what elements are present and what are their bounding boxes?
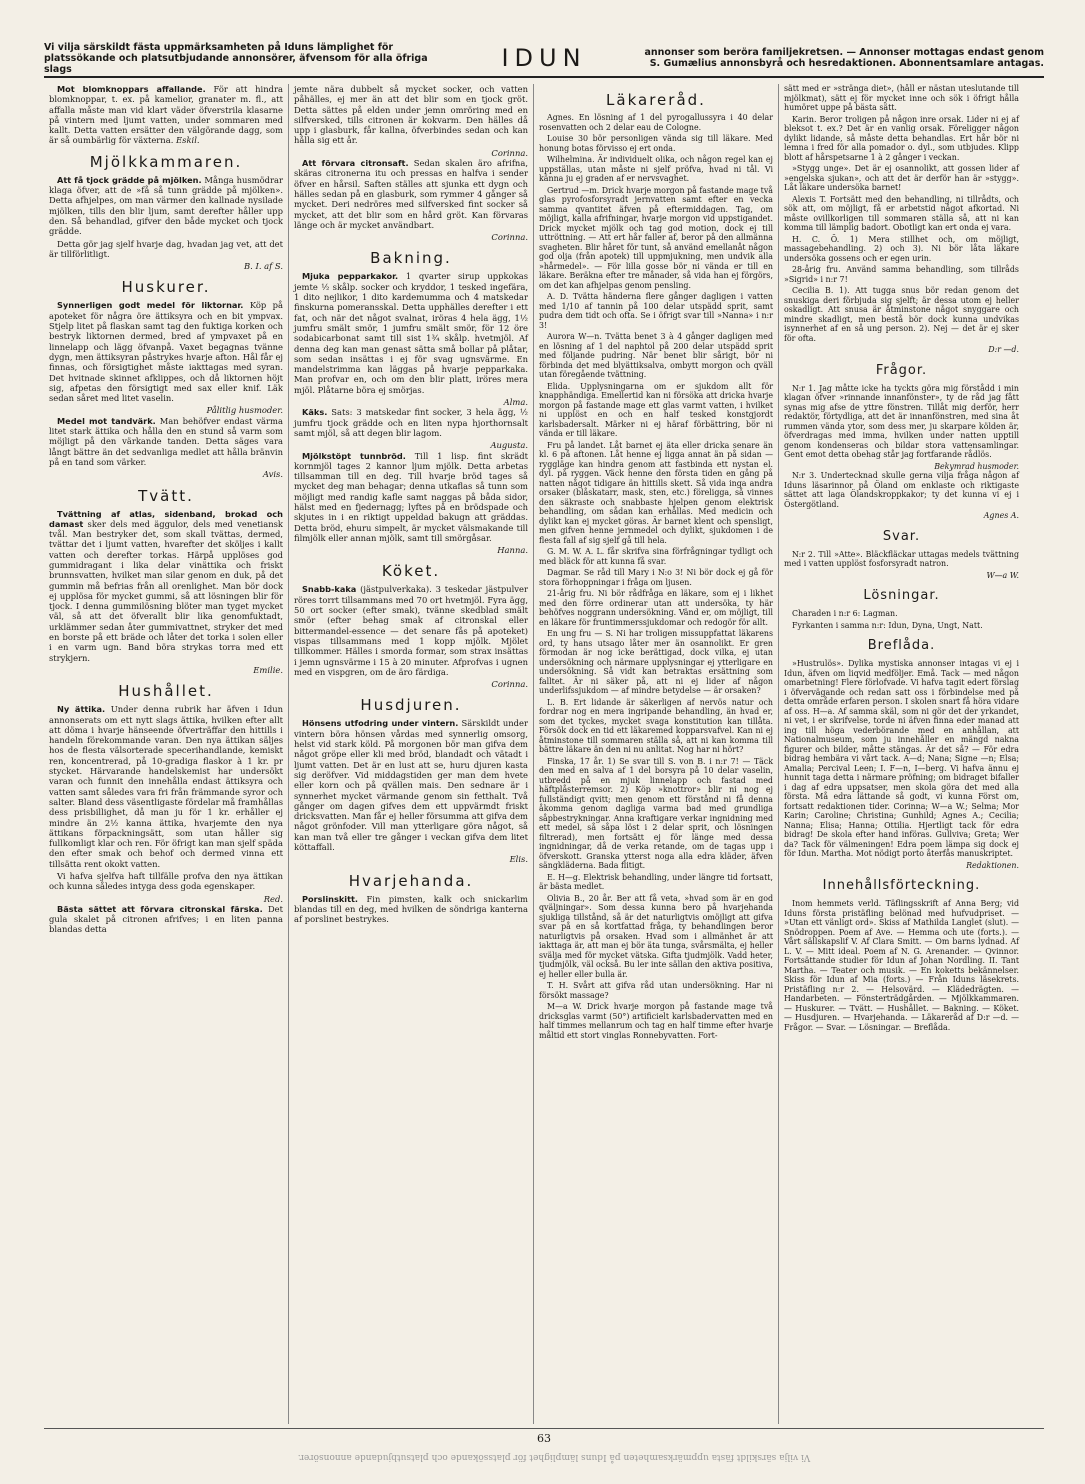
section-title-mjolkkammaren: Mjölkkammaren.	[89, 152, 243, 171]
article-text: Sats: 3 matskedar fint socker, 3 hela ägg, ½ jumfru tjock grädde och en liten nypa hjorthornsalt samt mjöl, så att degen blir lagom.	[294, 407, 528, 438]
signature: Corinna.	[491, 147, 528, 158]
answer-text: Gertrud —m. Drick hvarje morgon på fastande mage två glas pyrofosforsyradt jernvatten samt efter en vecka samma qvantitet äfven på eftermiddagen. Tag, om möjligt, kalla afrifningar, hvarje morgon vid uppstigandet. Drick mycket mjölk och tag god motion, dock ej till uttröttning. — Att ert hår faller af, beror på den allmänna svagheten. Blir håret för tunt, så använd emellanåt någon god olja (från apotek) till uppmjukning, men undvik alla »hårmedel». — För lilla gosse bör ni vända er till en läkare. Beräkna efter tre månader, så vida han ej förgörs, om det kan afhjelpas genom pensling.	[539, 185, 773, 290]
answer-text: Alexis T. Fortsätt med den behandling, ni tillrådts, och sök att, om möjligt, få er arbetstid något afkortad. Ni måste ovillkorligen till sommaren ställa så, att ni kan komma till lämplig badort. Obotligt kan ert onda ej vara.	[784, 194, 1019, 232]
page-number: 63	[537, 1432, 551, 1445]
signature: Agnes A.	[983, 511, 1019, 520]
signature: Pålitlig husmoder.	[206, 405, 283, 416]
article-text: Många husmödrar klaga öfver, att de »få så tunn grädde på mjölken». Detta afhjelpes, om man värmer den kallnade nysilade mjölken, tills den blir ljum, samt derefter håller upp den. Så behandlad, gifver den både mycket och tjock grädde.	[49, 174, 284, 237]
answer-text: E. H—g. Elektrisk behandling, under längre tid fortsatt, är bästa medlet.	[539, 872, 773, 891]
column-1	[44, 84, 289, 1424]
section-title-fragor: Frågor.	[875, 362, 928, 378]
article-text: För att hindra blomknoppar, t. ex. på kamelior, granater m. fl., att affalla måste man vid klart väder öfverstrila klasarne på vintern med ljumt vatten, under sommaren med kallt. Detta vatten ersätter den välgörande dagg, som är så oumbärlig för växterna.	[49, 84, 283, 146]
solution-text: Charaden i n:r 6: Lagman.	[792, 609, 898, 618]
table-of-contents-text: Inom hemmets verld. Täflingsskrift af Anna Berg; vid Iduns första pristäfling belönad med hufvudpriset. — »Utan ett vänligt ord». Skiss af Mathilda Langlet (slut). — Snödroppen. Poem af Ave. — Hemma och ute (forts.). — Vårt sällskapslif V. Af Clara Smitt. — Om barns lydnad. Af L. V. — Mitt ideal. Poem af N. G. Arenander. — Qvinnor. Fortsättande studier för Idun af Johan Nordling. II. Tant Martha. — Teater och musik. — En koketts bekännelser. Skiss för Idun af Mia (forts.) — Från Iduns läsekrets. Pristäfling n:r 2. — Helsovärd. — Klädedrägten. — Handarbeten. — Fönsterträdgården. — Mjölkkammaren. — Huskurer. — Tvätt. — Hushållet. — Bakning. — Köket. — Husdjuren. — Hvarjehanda. — Läkareråd af D:r —d. — Frågor. — Svar. — Lösningar. — Breflåda.	[784, 899, 1019, 1032]
masthead-title: IDUN	[501, 44, 587, 72]
article-text: Man behöfver endast värma litet stark ättika och hålla den en stund så varm som möjligt på den värkande tanden. Detta säges vara långt bättre än det sedvanliga medlet att hålla bränvin på en tand som värker.	[49, 415, 283, 467]
section-title-innehallsforteckning: Innehållsförteckning.	[822, 878, 981, 893]
answer-text: Dagmar. Se råd till Mary i N:o 3! Ni bör dock ej gå för stora förhoppningar i fråga om ljusen.	[539, 568, 773, 587]
columns	[44, 84, 1044, 1424]
column-4	[779, 84, 1024, 1424]
article-text: (jästpulverkaka). 3 teskedar jästpulver röres torrt tillsammans med 70 ort hvetmjöl. Fyra ägg, 50 ort socker (efter smak), tvänne skedblad smält smör (efter behag smak af citronskal eller bittermandel-essence — det senare fås på apoteket) vispas tillsammans med 1 kopp mjölk. Mjölet tillkommer. Hälles i smorda formar, som strax insättas i jemn ugnsvärme i 15 à 20 minuter. Afprofvas i ugnen med en vispgren, om de äro färdiga.	[294, 584, 528, 677]
article-text: jemte nära dubbelt så mycket socker, och vatten påhälles, ej mer än att det blir som en tjock gröt. Detta sättes på elden under jemn omröring med en silfversked, tills citronen är kokvarm. Den hälles då upp i glasburk, får kallna, öfverbindes sedan och kan hålla sig ett år.	[294, 84, 528, 146]
column-3	[534, 84, 779, 1424]
answer-text: sätt med er »stränga diet», (håll er nästan uteslutande till mjölkmat), sätt ej för mycket inne och sök i öfrigt hålla humöret uppe på bästa sätt.	[784, 84, 1019, 112]
masthead-left-notice: Vi vilja särskildt fästa uppmärksamheten på Iduns lämplighet för platssökande och platsutbjudande annonsörer, äfvensom för alla öfriga slags	[44, 41, 428, 75]
article-heading: Hönsens utfodring under vintern.	[302, 718, 459, 729]
article-heading: Snabb-kaka	[302, 584, 357, 595]
article-text: Särskildt under vintern böra hönsen vårdas med synnerlig omsorg, helst vid stark köld. På morgonen bör man gifva dem något gröpe eller kli med bröd, blandadt och vätadt i ljumt vatten. Det är en lust att se, huru djuren kasta sig deröfver. Vid middagstiden ger man dem hvete eller korn och på qvällen mais. Den sednare är i synnerhet mycket värmande genom sin fetthalt. Två gånger om dagen gifves dem ett uppvärmdt friskt dricksvatten. Man får ej heller försumma att gifva dem något grönfoder. Vill man ytterligare göra något, så kan man två eller tre gånger i veckan gifva dem litet köttaffall.	[294, 718, 528, 852]
signature: Redaktionen.	[966, 860, 1019, 870]
article-heading: Mjölkstöpt tunnbröd.	[302, 450, 406, 461]
section-title-breflada: Breflåda.	[867, 638, 936, 653]
article-text: Detta gör jag sjelf hvarje dag, hvadan jag vet, att det är tillförlitligt.	[49, 238, 283, 259]
article-text: Sedan skalen äro afrifna, skäras citronerna itu och pressas en halfva i sender öfver en hårsil. Saften ställes att sjunka ett dygn och hälles sedan på en glasburk, som rymmer 4 gånger så mycket. Deri nedröres med silfversked fint socker så mycket, att det blir som en hård gröt. Kan förvaras länge och är mycket användbart.	[294, 158, 528, 230]
article-heading: Ny ättika.	[57, 704, 106, 715]
signature: B. I. af S.	[244, 261, 283, 272]
answer-text: A. D. Tvätta händerna flere gånger dagligen i vatten med 1/10 af tannin på 100 delar utspädd sprit, samt pudra dem tidt och ofta. Se i öfrigt svar till »Nanna» i n:r 3!	[539, 292, 773, 330]
answer-text: Wilhelmina. Är individuelt olika, och någon regel kan ej uppställas, utan måste ni sjelf pröfva, hvad ni tål. Vi känna ju ej graden af er nervsvaghet.	[539, 155, 773, 183]
article-text: Vi hafva sjelfva haft tillfälle profva den nya ättikan och kunna således intyga dess goda egenskaper.	[49, 871, 283, 892]
letterbox-text: »Hustrulös». Dylika mystiska annonser intagas vi ej i Idun, äfven om liqvid medföljer. Emå. Tack — med någon omarbetning! Flere förlofvade. Vi hafva tagit edert förslag i öfvervägande och redan satt oss i förbindelse med på detta område erfaren person. I skolen snart få höra vidare af oss. H—a. Af samma skäl, som ni gör det der yrkandet, ni vet, i er skrifvelse, torde ni äfven finna eder manad att ing till höga vederbörande med en anhållan, att Nationalmuseum, som ju innehåller en mängd nakna figurer och bilder, måtte stängas. Är det så? — För edra bidrag hembära vi vårt tack. A—d; Nana; Signe —n; Elsa; Amalia; Percival Leen; I. F—n, I—berg. Vi hafva ännu ej hunnit taga detta i närmare pröfning; om bidraget bifaller i dag af edra uppsatser, men skola göra det med alla första. Må edra lättande så godt, vi kunna Först om, fortsatt redaktionen tider. Corinna; W—a W.; Selma; Mor Karin; Caroline; Christina; Gunhild; Agnes A.; Cecilia; Nanna; Elisa; Hanna; Ottilia. Hjertligt tack för edra bidrag! De skola efter hand införas. Gullviva; Greta; Wer da? Tack för välmeningen! Edra poem lämpa sig dock ej för Idun. Martha. Mot nödigt porto återfås manuskriptet.	[784, 659, 1019, 858]
answer-text: Aurora W—n. Tvätta benet 3 à 4 gånger dagligen med en lösning af 1 del naphtol på 200 delar utspädd sprit med följande pudring. När benet blir sårigt, bör ni förbinda det med blyättiksalva, ombytt morgon och qväll utan föregående tvättning.	[539, 332, 773, 379]
article-heading: Att få tjock grädde på mjölken.	[57, 174, 202, 185]
signature: D:r —d.	[988, 345, 1019, 354]
answer-text: Agnes. En lösning af 1 del pyrogallussyra i 40 delar rosenvatten och 2 delar eau de Cologne.	[539, 113, 773, 132]
question-text: N:r 3. Undertecknad skulle gerna vilja fråga någon af Iduns läsarinnor på Öland om enklaste och riktigaste sättet att laga Ölandskroppkakor; ty det kunna vi ej i Östergötland.	[784, 471, 1019, 509]
section-title-koket: Köket.	[381, 562, 441, 581]
masthead-right-notice: annonser som beröra familjekretsen. — Annonser mottagas endast genom S. Gumælius annonsbyrå och hesredaktionen. Abonnentsamlare antagas.	[644, 47, 1044, 69]
article-heading: Mjuka pepparkakor.	[302, 271, 399, 282]
section-title-husdjuren: Husdjuren.	[360, 696, 462, 715]
question-text: N:r 1. Jag måtte icke ha tyckts göra mig förstådd i min klagan öfver »rinnande innanfönster», ty de råd jag fått synas mig afse de yttre fönstren. Tillåt mig derför, herr redaktör, förtydliga, att det är innanfönstren, med sina åt rummen vända ytor, som dess mer, ju skarpare kölden är, öfverdragas med imma, hvilken under natten upptill genom kondenseras och bildar stora vattensamlingar. Gent emot detta obehag står jag fortfarande rådlös.	[784, 383, 1019, 459]
answer-text: 21-årig fru. Ni bör rådfråga en läkare, som ej i likhet med den förre ordinerar utan att undersöka, ty här behöfves noggrann undersökning. Vänd er, om möjligt, till en läkare för fruntimmerssjukdomar och redogör för allt.	[539, 589, 773, 627]
signature: Elis.	[509, 854, 528, 865]
article-heading: Mot blomknoppars affallande.	[57, 84, 206, 94]
signature: W—a W.	[986, 570, 1019, 580]
article-heading: Käks.	[302, 407, 328, 418]
column-2	[289, 84, 534, 1424]
section-title-bakning: Bakning.	[370, 249, 452, 268]
article-heading: Att förvara citronsaft.	[302, 158, 409, 169]
signature: Corinna.	[491, 232, 528, 243]
section-title-losningar: Lösningar.	[863, 588, 940, 603]
answer-text: Olivia B., 20 år. Ber att få veta, »hvad som är en god qväljningar». Som dessa kunna bero på hvarjehanda sjukliga tillstånd, så är det naturligtvis omöjligt att gifva svar på en så kortfattad fråga, ty behandlingen beror naturligtvis på orsaken. Hvad som i allmänhet är att iakttaga är, att man ej bör äta tunga, svårsmälta, ej heller svälja med för mycket vätska. Gifta tjudmjölk. Vadd heter, tjudmjölk, väl också. Bu ler inte sällan den aktiva positiva, ej heller eller bulla är.	[539, 893, 773, 979]
article-heading: Synnerligen godt medel för liktornar.	[57, 300, 244, 311]
article-heading: Medel mot tandvärk.	[57, 415, 156, 426]
section-title-hvarjehanda: Hvarjehanda.	[348, 871, 474, 890]
answer-text: 28-årig fru. Använd samma behandling, som tillråds »Sigrid» i n:r 7!	[784, 265, 1019, 284]
signature: Red.	[263, 893, 283, 904]
section-title-huskurer: Huskurer.	[121, 278, 211, 297]
answer-text: En ung fru — S. Ni har troligen missuppfattat läkarens ord, ty hans utsago låter mer än osannolikt. Er gren förmodan är nog icke berättigad, dock vilka, ej utan undersökning och närmare upplysningar ej ytterligare en undersökning. Så vidt kan betraktas ersättning som falltet. Är ni säker på, att ni ej lider af någon underlifssjukdom — af mindre betydelse — är orsaken?	[539, 629, 773, 695]
article-text: Under denna rubrik har äfven i Idun annonserats om ett nytt slags ättika, hvilken efter allt att döma i hvarje hänseende öfverträffar den hittills i handeln förekommande varan. Den nya ättikan säljes hos de flesta välsorterade specerihandlande, kemiskt ren, koncentrerad, på 10-gradiga flaskor à 1 kr. pr stycket. Härvarande handelskemist har undersökt varan och funnit den innehålla endast ättiksyra och vatten samt således vara fri från främmande syror och salter. Bland dess väsentligaste fördelar må framhållas dess prisbillighet, då man ju för 1 kr. erhåller ej mindre än 2½ kanna ättika, hvarjemte den nya ättikans förpackningsätt, som utan håller sig fullkomligt klar och ren. För öfrigt kan man sjelf späda den efter smak och behof och dermed vinna ett tillsätta rent okokt vatten.	[49, 704, 284, 869]
answer-text: Finska, 17 år. 1) Se svar till S. von B. i n:r 7! — Täck den med en salva af 1 del borsyra på 10 delar vaselin, utbredd på en mjuk linnelapp och fastad med häftplåsterremsor. 2) Köp »knottror» blir ni nog ej fullständigt qvitt; men genom ett förstånd ni få denna åkomma genom dagliga varma bad med grundliga såpbestrykningar. Anna kraftigare verkar ingnidning med ett medel, så såpa löst i 2 delar sprit, och lösningen filtrerad), men fortsätt ej för länge med dessa ingnidningar, då de verka retande, om de tagas upp i öfverskott. Granska ytterst noga alla edra kläder, äfven sängkläderna. Bada flitigt.	[539, 756, 773, 870]
article-heading: Tvättning af atlas, sidenband, brokad och damast	[49, 508, 283, 529]
article-text: Det gula skalet på citronen afrifves; i en liten panna blandas detta	[49, 903, 283, 935]
section-title-tvatt: Tvätt.	[138, 486, 194, 505]
answer-text: »Stygg unge». Det är ej osannolikt, att gossen lider af »engelska sjukan», och att det är derför han är »stygg». Låt läkare undersöka barnet!	[784, 164, 1019, 192]
section-title-svar: Svar.	[882, 528, 921, 544]
article-heading: Bästa sättet att förvara citronskal färska.	[57, 903, 263, 914]
article-text: 1 qvarter sirup uppkokas jemte ½ skålp. socker och kryddor, 1 tesked ingefära, 1 dito nejlikor, 1 dito kardemumma och 4 matskedar finskurna pomeransskal. Detta upphälles derefter i ett fat, och när det något svalnat, iröras 4 hela ägg, 1½ jumfru smält smör, 1 jumfru smält smör, för 12 öre sodabicarbonat samt till sist 1¾ skålp. hvetmjöl. Af denna deg kan man genast sätta små bollar på plåtar, som sedan insättas i ej för svag ugnsvärme. En mandelstrimma kan läggas på hvarje pepparkaka. Man profvar en, och om den blir platt, iröres mera mjöl. Plåtarne böra ej smörjas.	[294, 271, 528, 395]
answer-text: H. C. Ö. 1) Mera stillhet och, om möjligt, massagebehandling. 2) och 3). Ni bör låta läkare undersöka gossens och er egen urin.	[784, 234, 1019, 263]
article-heading: Porslinskitt.	[302, 893, 359, 904]
answer-text: Cecilia B. 1). Att tugga snus bör redan genom det snuskiga deri förbjuda sig sjelft; är dessa utom ej heller oskadligt. Att snusa är åtminstone något snyggare och mindre skadligt, men bestå bör dock kunna undvikas isynnerhet af en så ung person. 2). Nej — det är ej sker för ofta.	[784, 286, 1019, 343]
answer-text: N:r 2. Till »Atte». Bläckfläckar uttagas medels tvättning med i vatten upplöst fosforsyradt natron.	[784, 549, 1019, 568]
answer-text: Louise 30 bör personligen vända sig till läkare. Med honung botas förvisso ej ert onda.	[539, 134, 773, 153]
answer-text: L. B. Ert lidande är säkerligen af nervös natur och fordrar nog en mera ingripande behandling, än hvad er, som det tyckes, mycket svaga konstitution kan tillåta. Försök dock en tid ett läkaremed kopparsvafvel. Kan ni ej åtminstone till sommaren ställa så, att ni kan komma till bättre läkare än den ni nu anlitat. Nog har ni hört?	[539, 697, 773, 754]
signature: Corinna.	[491, 679, 528, 690]
article-text: Köp på apoteket för några öre ättiksyra och en bit ympvax. Stjelp litet på flaskan samt tag den fuktiga korken och bestryk liktornen dermed, bred af ympvaxet på en linnelapp och lägg öfvanpå. Vaxet begagnas tvänne dygn, men ättiksyran påstrykes hvarje afton. Hål får ej finnas, och försigtighet måste iakttagas med syran. Det hvitnade skinnet afklippes, och då liktornen höjt sig, afpetas den försigtigt med sax eller knif. Läk sedan såret med litet vaselin.	[49, 300, 284, 404]
answer-text: Elida. Upplysningarna om er sjukdom allt för knapphändiga. Emellertid kan ni försöka att dricka hvarje morgon på fastande mage ett glas varmt vatten, i hvilket ni upplöst en och en half tesked konstgjordt karlsbadersalt. Märker ni ej häraf förbättring, bör ni vända er till läkare.	[539, 381, 773, 438]
solution-text: Fyrkanten i samma n:r: Idun, Dyna, Ungt, Natt.	[792, 620, 983, 630]
signature: Hanna.	[497, 545, 528, 556]
signature: Avis.	[262, 469, 283, 480]
article-text: sker dels med äggulor, dels med venetiansk tvål. Man bestryker det, som skall tvättas, dermed, tvättar det i ljumt vatten, hvarefter det sköljes i kallt vatten och derefter torkas. Härpå upplöses god gummidragant i lika delar vinättika och friskt brunnsvatten, hvilket man silar genom en duk, på det gummin må befrias från all orenlighet. Man bör dock ej upplösa för mycket gummi, så att lösningen blir för tjock. I denna gummilösning blöter man tyget mycket väl, så att det öfverallt blir lika genomfuktadt, urklämmer sedan åter gummivattnet, stryker det med en borste på ett bräde och låter det torka i solen eller i en varm ugn. Band böra strykas torra med ett strykjern.	[49, 518, 283, 663]
answer-text: M—a W. Drick hvarje morgon på fastande mage två dricksglas varmt (50°) artificielt karlsbadervatten med en half timmes mellanrum och tag en half timme efter hvarje måltid ett stort vinglas Ronnebyvatten. Fort-	[539, 1002, 773, 1040]
article-text: Fin pimsten, kalk och snickarlim blandas till en deg, med hvilken de söndriga kanterna af porslinet bestrykes.	[294, 893, 528, 925]
answer-text: G. M. W. A. L. får skrifva sina förfrågningar tydligt och med bläck för att kunna få svar.	[539, 547, 773, 566]
answer-text: T. H. Svårt att gifva råd utan undersökning. Har ni försökt massage?	[539, 981, 773, 1000]
signature: Augusta.	[490, 440, 528, 451]
bottom-rule	[44, 1428, 1044, 1429]
masthead	[44, 40, 1044, 78]
article-text: Till 1 lisp. fint skrädt kornmjöl tages 2 kannor ljum mjölk. Detta arbetas tillsamman till en deg. Till hvarje bröd tages så mycket deg man behagar; denna utkaflas så tunn som möjligt med randig kafle samt naggas på båda sidor, hälst med en fjedernagg; lyftes på en brödspade och skjutes in i en riktigt uppeldad bakugn att gräddas. Detta bröd, ehuru simpelt, är mycket välsmakande till filmjölk eller annan mjölk, samt till smörgåsar.	[294, 450, 528, 543]
answer-text: Karin. Beror troligen på någon inre orsak. Lider ni ej af bleksot t. ex.? Det är en vanlig orsak. Föreligger någon dylikt lidande, så måste detta behandlas. Ert hår bör ni lemna i fred för alla pomador o. dyl., som utbjudes. Klipp blott af hårspetsarne 1 à 2 gånger i veckan.	[784, 114, 1019, 162]
footer-mirrored-text: Vi vilja särskildt fästa uppmärksamheten på Iduns lämplighet för platssökande och platsutbjudande annonsörer.	[297, 1452, 811, 1462]
section-title-lakarerad: Läkareråd.	[606, 91, 706, 109]
signature: Alma.	[503, 397, 528, 408]
signature: Emilie.	[253, 664, 283, 675]
newspaper-page	[44, 40, 1044, 1460]
answer-text: Fru på landet. Låt barnet ej äta eller dricka senare än kl. 6 på aftonen. Låt henne ej ligga annat än på sidan — ryggläge kan hindra genom att fastbinda ett nystan el. dyl. på ryggen. Väck henne den första tiden en gång på natten något tidigare än hittills skett. Så vida inga andra orsaker (blåskatarr, mask, sten, etc.) föreligga, så vinnes den säkraste och snabbaste hjelpen genom elektrisk behandling, om sådan kan erhållas. Med medicin och dylikt kan ej mycket göras. Är barnet klent och spensligt, men gifven henne jernmedel och dylikt, sjukdomen i de flesta fall af sig sjelf gå till hela.	[539, 440, 773, 545]
section-title-hushallet: Hushållet.	[118, 682, 214, 701]
signature: Eskil.	[176, 135, 200, 146]
signature: Bekymrad husmoder.	[934, 461, 1019, 471]
